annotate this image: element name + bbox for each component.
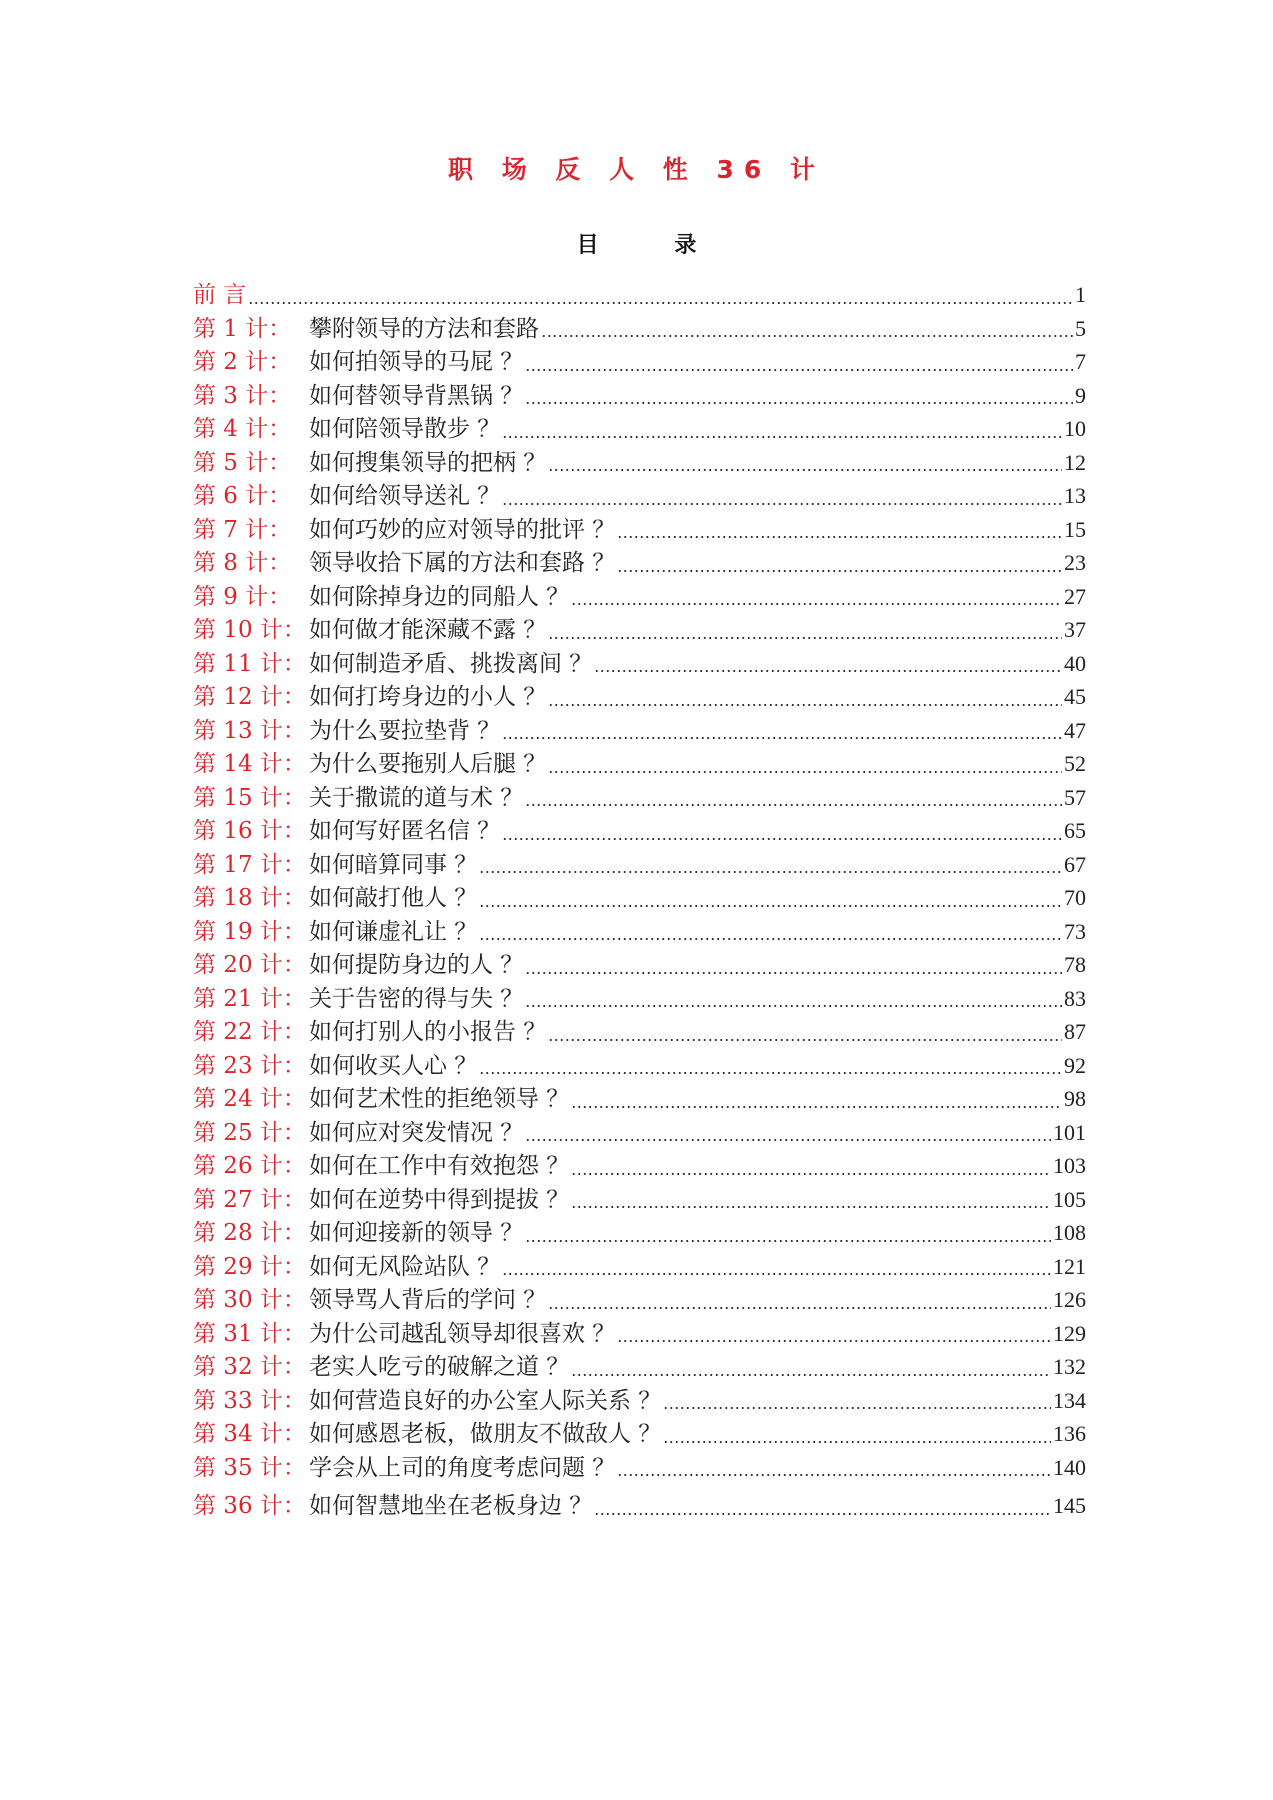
- toc-entry-number: 第 31 计：: [193, 1320, 306, 1347]
- toc-entry[interactable]: [193, 1250, 1086, 1284]
- toc-entry-page: 57: [1064, 784, 1086, 810]
- toc-entry-number: 第 26 计：: [193, 1153, 306, 1179]
- toc-entry-number: 第 5 计：: [193, 449, 292, 476]
- toc-entry-number: 第 32 计：: [193, 1354, 306, 1380]
- toc-entry-title: 关于告密的得与失 ？: [309, 985, 524, 1012]
- dot-leader: [248, 301, 1073, 305]
- toc-entry-title: 为什么要拖别人后腿 ？: [309, 751, 547, 777]
- dot-leader: [594, 669, 1062, 673]
- toc-entry-page: 87: [1064, 1019, 1086, 1044]
- toc-entry[interactable]: [193, 680, 1086, 714]
- toc-entry-page: 65: [1064, 818, 1086, 843]
- toc-entry-number: 第 15 计：: [193, 784, 306, 811]
- dot-leader: [663, 1406, 1051, 1410]
- toc-entry[interactable]: [193, 1015, 1086, 1049]
- dot-leader: [479, 870, 1062, 874]
- toc-entry-title: 如何应对突发情况 ？: [309, 1119, 524, 1146]
- dot-leader: [617, 535, 1062, 539]
- toc-entry-title: 如何替领导背黑锅 ？: [309, 382, 524, 409]
- toc-entry-page: 134: [1053, 1387, 1086, 1413]
- dot-leader: [479, 904, 1062, 908]
- toc-entry-title: 如何迎接新的领导 ？: [309, 1220, 524, 1246]
- toc-entry-page: 98: [1064, 1086, 1086, 1111]
- toc-entry-number: 第 14 计：: [193, 751, 306, 777]
- toc-entry-number: 第 18 计：: [193, 885, 306, 911]
- toc-entry-page: 7: [1075, 349, 1086, 374]
- toc-entry[interactable]: [193, 1350, 1086, 1384]
- toc-entry[interactable]: [193, 982, 1086, 1016]
- dot-leader: [541, 334, 1073, 338]
- toc-entry[interactable]: [193, 814, 1086, 848]
- toc-entry-page: 83: [1064, 985, 1086, 1011]
- toc-entry[interactable]: [193, 345, 1086, 379]
- toc-entry[interactable]: [193, 915, 1086, 949]
- toc-entry-number: 第 12 计：: [193, 684, 306, 710]
- toc-entry-title: 如何谦虚礼让 ？: [309, 918, 478, 945]
- toc-entry-number: 第 17 计：: [193, 851, 306, 878]
- dot-leader: [502, 1272, 1051, 1276]
- toc-entry[interactable]: [193, 781, 1086, 815]
- toc-entry-page: 145: [1053, 1493, 1086, 1518]
- toc-entry-page: 52: [1064, 751, 1086, 776]
- toc-entry-number: 前 言: [193, 282, 247, 308]
- toc-entry-number: 第 13 计：: [193, 717, 306, 744]
- dot-leader: [571, 1205, 1051, 1209]
- toc-entry[interactable]: [193, 1049, 1086, 1083]
- toc-entry-title: 如何打别人的小报告 ？: [309, 1019, 547, 1045]
- toc-entry-number: 第 7 计：: [193, 516, 292, 543]
- toc-entry-page: 9: [1075, 382, 1086, 408]
- toc-entry-title: 如何搜集领导的把柄 ？: [309, 449, 547, 476]
- toc-entry-page: 140: [1053, 1454, 1086, 1480]
- dot-leader: [571, 1172, 1051, 1176]
- toc-entry[interactable]: [193, 412, 1086, 446]
- toc-entry[interactable]: [193, 1149, 1086, 1183]
- dot-leader: [525, 803, 1062, 807]
- dot-leader: [571, 602, 1062, 606]
- toc-entry-page: 73: [1064, 918, 1086, 944]
- toc-entry[interactable]: [193, 312, 1086, 346]
- toc-entry-title: 如何陪领导散步 ？: [309, 416, 501, 442]
- toc-entry-page: 92: [1064, 1052, 1086, 1078]
- dot-leader: [617, 569, 1062, 573]
- toc-entry[interactable]: [193, 446, 1086, 480]
- toc-entry-title: 如何无风险站队 ？: [309, 1253, 501, 1280]
- toc-entry-page: 37: [1064, 617, 1086, 642]
- toc-entry-page: 5: [1075, 315, 1086, 341]
- toc-entry-page: 121: [1053, 1253, 1086, 1279]
- toc-entry-preface[interactable]: [193, 278, 1086, 312]
- toc-entry-page: 13: [1064, 483, 1086, 508]
- dot-leader: [594, 1512, 1051, 1516]
- toc-entry-title: 如何智慧地坐在老板身边 ？: [309, 1493, 593, 1519]
- toc-entry[interactable]: [193, 1489, 1086, 1523]
- toc-entry-number: 第 23 计：: [193, 1052, 306, 1079]
- toc-entry-number: 第 6 计：: [193, 483, 292, 509]
- toc-entry-page: 132: [1053, 1354, 1086, 1379]
- toc-entry-number: 第 27 计：: [193, 1186, 306, 1213]
- dot-leader: [479, 1071, 1062, 1075]
- toc-entry-page: 1: [1075, 282, 1086, 307]
- dot-leader: [548, 770, 1062, 774]
- toc-entry[interactable]: [193, 513, 1086, 547]
- toc-entry-number: 第 10 计：: [193, 617, 306, 643]
- dot-leader: [525, 368, 1073, 372]
- toc-entry-number: 第 19 计：: [193, 918, 306, 945]
- dot-leader: [502, 837, 1062, 841]
- dot-leader: [525, 401, 1073, 405]
- toc-entry[interactable]: [193, 1116, 1086, 1150]
- toc-entry-title: 攀附领导的方法和套路: [309, 315, 539, 342]
- toc-entry[interactable]: [193, 613, 1086, 647]
- toc-entry-page: 12: [1064, 449, 1086, 475]
- toc-entry-title: 如何巧妙的应对领导的批评 ？: [309, 516, 616, 543]
- toc-entry-page: 103: [1053, 1153, 1086, 1178]
- toc-entry-title: 如何艺术性的拒绝领导 ？: [309, 1086, 570, 1112]
- dot-leader: [525, 1004, 1062, 1008]
- toc-entry-number: 第 30 计：: [193, 1287, 306, 1313]
- toc-entry-page: 15: [1064, 516, 1086, 542]
- dot-leader: [663, 1440, 1051, 1444]
- toc-entry-number: 第 16 计：: [193, 818, 306, 844]
- toc-entry-title: 如何制造矛盾、挑拨离间 ？: [309, 650, 593, 677]
- toc-entry-title: 学会从上司的角度考虑问题 ？: [309, 1454, 616, 1481]
- toc-entry-title: 如何写好匿名信 ？: [309, 818, 501, 844]
- toc-entry[interactable]: [193, 647, 1086, 681]
- toc-entry-number: 第 21 计：: [193, 985, 306, 1012]
- toc-entry-title: 如何收买人心 ？: [309, 1052, 478, 1079]
- toc-entry-number: 第 24 计：: [193, 1086, 306, 1112]
- toc-entry[interactable]: [193, 1082, 1086, 1116]
- dot-leader: [617, 1339, 1051, 1343]
- toc-entry-page: 101: [1053, 1119, 1086, 1145]
- dot-leader: [548, 703, 1062, 707]
- dot-leader: [617, 1473, 1051, 1477]
- toc-entry-title: 如何在逆势中得到提拔 ？: [309, 1186, 570, 1213]
- toc-entry-page: 27: [1064, 583, 1086, 609]
- toc-entry-page: 78: [1064, 952, 1086, 977]
- toc-entry-title: 如何做才能深藏不露 ？: [309, 617, 547, 643]
- toc-entry[interactable]: [193, 1451, 1086, 1485]
- toc-entry-page: 70: [1064, 885, 1086, 910]
- toc-entry-page: 105: [1053, 1186, 1086, 1212]
- toc-heading: 目 录: [576, 233, 731, 258]
- toc-entry-title: 如何提防身边的人 ？: [309, 952, 524, 978]
- toc-entry-page: 10: [1064, 416, 1086, 441]
- toc-entry-title: 如何给领导送礼 ？: [309, 483, 501, 509]
- toc-entry-title: 如何敲打他人 ？: [309, 885, 478, 911]
- dot-leader: [502, 736, 1062, 740]
- toc-entry-title: 领导骂人背后的学问 ？: [309, 1287, 547, 1313]
- toc-entry-number: 第 34 计：: [193, 1421, 306, 1447]
- toc-entry[interactable]: [193, 714, 1086, 748]
- toc-entry[interactable]: [193, 1384, 1086, 1418]
- toc-entry-title: 如何拍领导的马屁 ？: [309, 349, 524, 375]
- toc-entry-title: 如何除掉身边的同船人 ？: [309, 583, 570, 610]
- dot-leader: [479, 937, 1062, 941]
- toc-entry-page: 129: [1053, 1320, 1086, 1346]
- toc-entry-number: 第 35 计：: [193, 1454, 306, 1481]
- dot-leader: [525, 971, 1062, 975]
- toc-entry[interactable]: [193, 948, 1086, 982]
- toc-entry[interactable]: [193, 1183, 1086, 1217]
- toc-entry-number: 第 22 计：: [193, 1019, 306, 1045]
- dot-leader: [502, 502, 1062, 506]
- toc-entry[interactable]: [193, 1216, 1086, 1250]
- toc-entry-number: 第 2 计：: [193, 349, 292, 375]
- toc-entry-number: 第 20 计：: [193, 952, 306, 978]
- toc-entry[interactable]: [193, 881, 1086, 915]
- toc-entry-number: 第 29 计：: [193, 1253, 306, 1280]
- dot-leader: [525, 1239, 1051, 1243]
- toc-entry-title: 关于撒谎的道与术 ？: [309, 784, 524, 811]
- toc-entry-page: 67: [1064, 851, 1086, 877]
- toc-entry-title: 如何在工作中有效抱怨 ？: [309, 1153, 570, 1179]
- toc-entry-title: 如何营造良好的办公室人际关系 ？: [309, 1387, 662, 1414]
- toc-entry[interactable]: [193, 379, 1086, 413]
- toc-entry-title: 如何感恩老板，做朋友不做敌人 ？: [309, 1421, 662, 1447]
- dot-leader: [571, 1105, 1062, 1109]
- toc-entry-page: 45: [1064, 684, 1086, 709]
- toc-entry[interactable]: [193, 1417, 1086, 1451]
- toc-entry-number: 第 11 计：: [193, 650, 306, 677]
- dot-leader: [548, 468, 1062, 472]
- toc-entry[interactable]: [193, 747, 1086, 781]
- toc-entry-number: 第 9 计：: [193, 583, 292, 610]
- dot-leader: [502, 435, 1062, 439]
- dot-leader: [571, 1373, 1051, 1377]
- table-of-contents: [193, 278, 1086, 1523]
- toc-entry-number: 第 4 计：: [193, 416, 292, 442]
- toc-entry[interactable]: [193, 546, 1086, 580]
- toc-entry[interactable]: [193, 580, 1086, 614]
- toc-entry-title: 如何打垮身边的小人 ？: [309, 684, 547, 710]
- toc-entry[interactable]: [193, 1317, 1086, 1351]
- toc-entry-page: 40: [1064, 650, 1086, 676]
- dot-leader: [548, 636, 1062, 640]
- toc-entry[interactable]: [193, 848, 1086, 882]
- toc-entry-title: 老实人吃亏的破解之道 ？: [309, 1354, 570, 1380]
- toc-entry-page: 108: [1053, 1220, 1086, 1245]
- toc-entry-page: 136: [1053, 1421, 1086, 1446]
- dot-leader: [548, 1306, 1051, 1310]
- toc-entry[interactable]: [193, 479, 1086, 513]
- toc-entry-page: 23: [1064, 550, 1086, 575]
- dot-leader: [548, 1038, 1062, 1042]
- document-title: 职 场 反 人 性 36 计: [447, 155, 825, 184]
- toc-entry-number: 第 33 计：: [193, 1387, 306, 1414]
- toc-entry-title: 为什么要拉垫背 ？: [309, 717, 501, 744]
- toc-entry[interactable]: [193, 1283, 1086, 1317]
- toc-entry-page: 47: [1064, 717, 1086, 743]
- toc-entry-number: 第 36 计：: [193, 1493, 306, 1519]
- toc-entry-number: 第 1 计：: [193, 315, 292, 342]
- toc-entry-title: 领导收拾下属的方法和套路 ？: [309, 550, 616, 576]
- toc-entry-number: 第 3 计：: [193, 382, 292, 409]
- toc-entry-number: 第 28 计：: [193, 1220, 306, 1246]
- dot-leader: [525, 1138, 1051, 1142]
- toc-entry-title: 如何暗算同事 ？: [309, 851, 478, 878]
- toc-entry-page: 126: [1053, 1287, 1086, 1312]
- toc-entry-number: 第 8 计：: [193, 550, 292, 576]
- toc-entry-title: 为什公司越乱领导却很喜欢 ？: [309, 1320, 616, 1347]
- toc-entry-number: 第 25 计：: [193, 1119, 306, 1146]
